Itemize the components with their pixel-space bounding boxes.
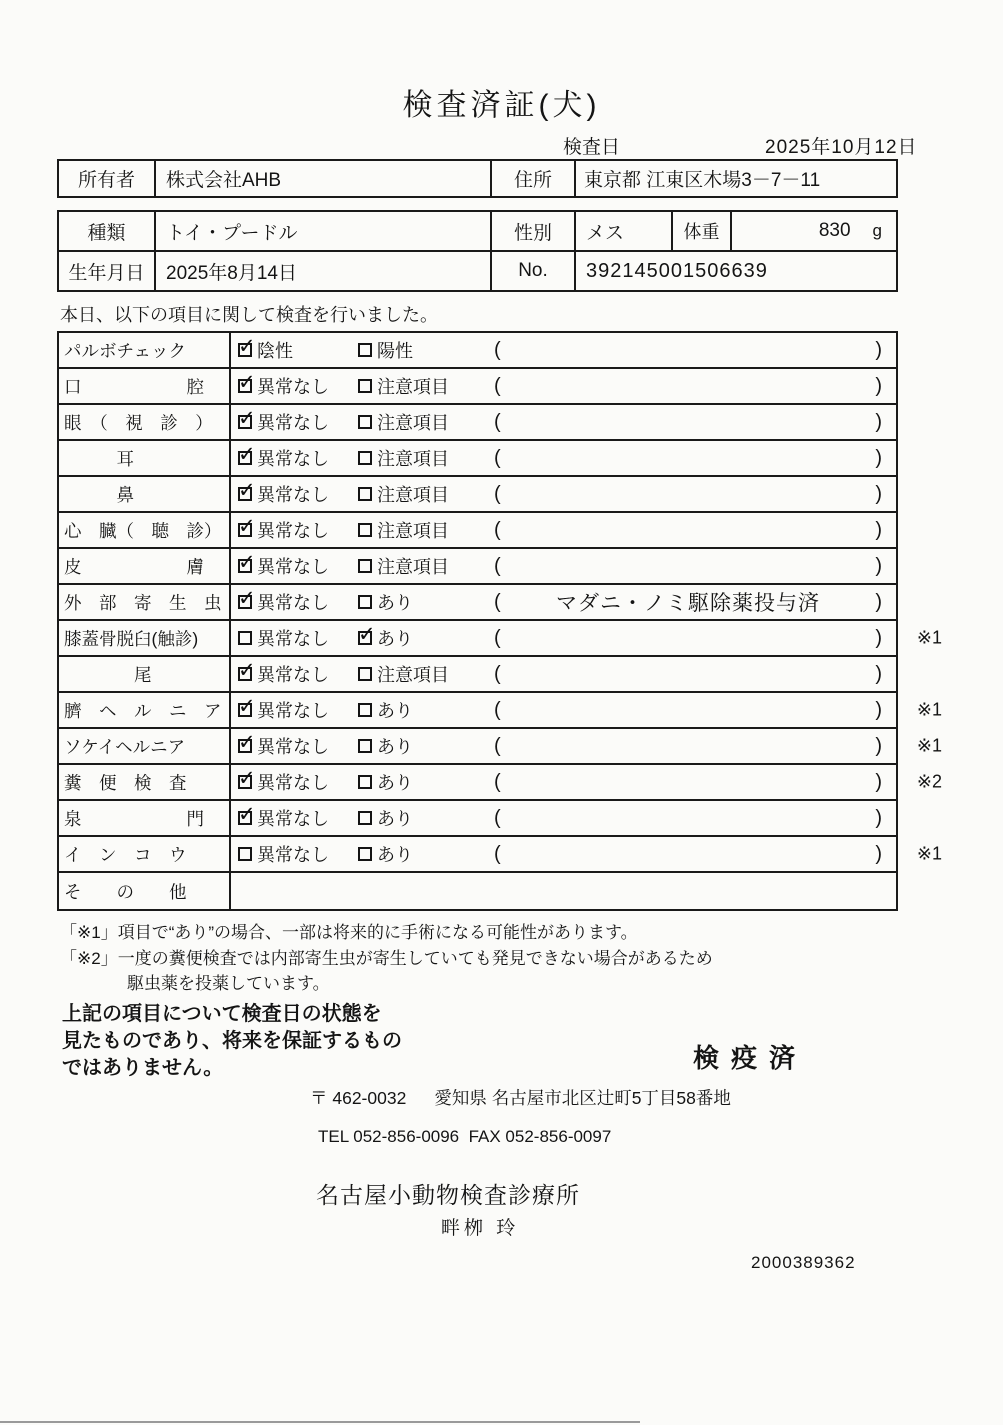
paren-close-text: ) — [875, 662, 882, 685]
sex-label: 性別 — [492, 212, 576, 250]
result-option-1-label: 異常なし — [257, 593, 329, 613]
sex-value: メス — [576, 212, 673, 250]
inspection-row — [59, 801, 896, 837]
paren-close-text: ) — [875, 410, 882, 433]
registration-no-value: 392145001506639 — [586, 259, 768, 282]
footnote-2-line-1: 「※2」一度の糞便検査では内部寄生虫が寄生していても発見できない場合があるため — [60, 949, 713, 968]
checkbox-icon — [238, 775, 252, 789]
checkbox-icon — [238, 847, 252, 861]
inspection-item-name: 膝蓋骨脱臼(触診) — [59, 621, 231, 655]
scan-artifact — [0, 1421, 640, 1423]
inspection-item-name: イ ン コ ウ — [59, 837, 231, 871]
result-option-2 — [358, 445, 494, 471]
inspection-item-name: 口 腔 — [59, 369, 231, 403]
inspection-row — [59, 513, 896, 549]
breed-label: 種類 — [59, 212, 156, 250]
result-option-1 — [231, 661, 358, 687]
result-option-1 — [231, 445, 358, 471]
inspection-item-result — [231, 369, 896, 403]
inspection-item-result — [231, 549, 896, 583]
checkbox-icon — [238, 811, 252, 825]
checkbox-icon — [238, 667, 252, 681]
result-option-2-label: 陽性 — [377, 341, 413, 361]
owner-value: 株式会社AHB — [156, 161, 492, 196]
checkbox-icon — [358, 343, 372, 357]
paren-close-text: ) — [875, 734, 882, 757]
paren-open-text: ( — [494, 662, 501, 685]
result-option-2-label: あり — [377, 701, 413, 721]
inspection-item-result — [231, 513, 896, 547]
intro-text: 本日、以下の項目に関して検査を行いました。 — [60, 305, 438, 325]
footnote-mark: ※1 — [916, 627, 942, 648]
paren-close-text: ) — [875, 482, 882, 505]
checkbox-icon — [358, 703, 372, 717]
checkbox-icon — [238, 523, 252, 537]
inspection-row — [59, 477, 896, 513]
result-option-2-label: 注意項目 — [377, 449, 449, 469]
paren-close-text: ) — [875, 518, 882, 541]
result-option-2-label: 注意項目 — [377, 665, 449, 685]
registration-no-label: No. — [492, 252, 576, 290]
result-option-2 — [358, 841, 494, 867]
disclaimer — [62, 1001, 402, 1082]
inspection-item-result — [231, 657, 896, 691]
result-option-1 — [231, 589, 358, 615]
result-option-2-label: あり — [377, 773, 413, 793]
inspection-row — [59, 369, 896, 405]
pet-table-row-1 — [59, 212, 896, 252]
footnote-mark: ※1 — [916, 735, 942, 756]
result-option-1 — [231, 841, 358, 867]
pet-table-row-2 — [59, 252, 896, 290]
inspection-item-result — [231, 729, 942, 763]
checkbox-icon — [358, 415, 372, 429]
result-option-2 — [358, 373, 494, 399]
paren-close-text: ) — [875, 806, 882, 829]
result-option-2 — [358, 805, 494, 831]
inspection-item-name: ソケイヘルニア — [59, 729, 231, 763]
result-option-1-label: 異常なし — [257, 521, 329, 541]
inspection-item-name: 臍 ヘ ル ニ ア — [59, 693, 231, 727]
result-option-1 — [231, 409, 358, 435]
result-option-2-label: あり — [377, 845, 413, 865]
disclaimer-line-1: 上記の項目について検査日の状態を — [62, 1003, 382, 1025]
postal-code: 〒 462-0032 — [310, 1088, 407, 1108]
inspection-row — [59, 405, 896, 441]
result-option-1-label: 異常なし — [257, 737, 329, 757]
weight-unit: g — [872, 221, 882, 240]
result-option-2-label: 注意項目 — [377, 521, 449, 541]
checkbox-icon — [238, 595, 252, 609]
paren-open-text: ( — [494, 446, 501, 469]
checkbox-icon — [238, 343, 252, 357]
result-option-1 — [231, 373, 358, 399]
veterinarian-name: 畔栁 玲 — [441, 1218, 520, 1239]
result-option-2 — [358, 517, 494, 543]
paren-open-text: ( — [494, 338, 501, 361]
checkbox-icon — [358, 559, 372, 573]
checkbox-icon — [358, 775, 372, 789]
checkbox-icon — [358, 739, 372, 753]
inspection-item-result — [231, 765, 942, 799]
result-option-1-label: 異常なし — [257, 485, 329, 505]
result-option-1-label: 異常なし — [257, 845, 329, 865]
inspection-row — [59, 657, 896, 693]
result-option-2 — [358, 625, 494, 651]
result-option-1-label: 異常なし — [257, 701, 329, 721]
clinic-address: 愛知県 名古屋市北区辻町5丁目58番地 — [434, 1088, 731, 1108]
serial-number: 2000389362 — [751, 1253, 856, 1272]
checkbox-icon — [238, 739, 252, 753]
paren-close-text: ) — [875, 554, 882, 577]
footnote-mark: ※1 — [916, 699, 942, 720]
inspection-row — [59, 549, 896, 585]
checkbox-icon — [358, 523, 372, 537]
inspection-item-name: 糞 便 検 査 — [59, 765, 231, 799]
paren-open-text: ( — [494, 374, 501, 397]
result-option-2 — [358, 409, 494, 435]
result-option-1-label: 異常なし — [257, 629, 329, 649]
inspection-item-result — [231, 477, 896, 511]
result-option-1 — [231, 337, 358, 363]
paren-close-text: ) — [875, 842, 882, 865]
clinic-address-line — [310, 1085, 731, 1110]
result-option-1 — [231, 769, 358, 795]
paren-close-text: ) — [875, 338, 882, 361]
inspection-item-name: 耳 — [59, 441, 231, 475]
footnote-mark: ※2 — [916, 771, 942, 792]
inspection-item-result — [231, 405, 896, 439]
paren-open-text: ( — [494, 410, 501, 433]
inspection-table — [57, 331, 942, 911]
result-option-1 — [231, 733, 358, 759]
inspection-item-name: パルボチェック — [59, 333, 231, 367]
inspection-item-name: そ の 他 — [59, 873, 231, 909]
checkbox-icon — [238, 559, 252, 573]
footnote-1: 「※1」項目で“あり”の場合、一部は将来的に手術になる可能性があります。 — [60, 923, 638, 942]
result-option-1-label: 異常なし — [257, 377, 329, 397]
pet-table — [57, 210, 898, 292]
result-option-2-label: 注意項目 — [377, 413, 449, 433]
checkbox-icon — [358, 595, 372, 609]
result-option-1 — [231, 697, 358, 723]
birthdate-label: 生年月日 — [59, 252, 156, 290]
result-option-1 — [231, 625, 358, 651]
result-option-1 — [231, 805, 358, 831]
result-option-2 — [358, 661, 494, 687]
checkbox-icon — [358, 847, 372, 861]
owner-table — [57, 159, 898, 198]
weight-cell — [732, 212, 896, 250]
checkbox-icon — [238, 415, 252, 429]
result-option-1-label: 異常なし — [257, 557, 329, 577]
result-option-2 — [358, 697, 494, 723]
inspection-row — [59, 585, 896, 621]
result-option-2-label: あり — [377, 809, 413, 829]
inspection-row — [59, 765, 942, 801]
page-title: 検査済証(犬) — [402, 89, 601, 122]
result-option-2-label: 注意項目 — [377, 377, 449, 397]
inspection-item-result — [231, 873, 896, 909]
result-option-2 — [358, 589, 494, 615]
footnote-mark: ※1 — [916, 843, 942, 864]
birthdate-value: 2025年8月14日 — [156, 252, 492, 290]
paren-open-text: ( — [494, 770, 501, 793]
inspection-item-result — [231, 585, 896, 619]
result-option-1 — [231, 517, 358, 543]
clinic-name: 名古屋小動物検査診療所 — [316, 1182, 580, 1208]
footnote-2-line-2: 駆虫薬を投薬しています。 — [127, 974, 330, 993]
result-option-1-label: 異常なし — [257, 773, 329, 793]
checkbox-icon — [238, 703, 252, 717]
inspection-item-name: 皮 膚 — [59, 549, 231, 583]
inspection-item-name: 泉 門 — [59, 801, 231, 835]
result-option-1-label: 異常なし — [257, 665, 329, 685]
inspection-item-result — [231, 693, 942, 727]
checkbox-icon — [358, 667, 372, 681]
inspection-row — [59, 621, 942, 657]
result-option-2-label: 注意項目 — [377, 557, 449, 577]
inspection-item-result — [231, 621, 942, 655]
result-option-2-label: あり — [377, 737, 413, 757]
weight-value: 830 — [818, 220, 851, 241]
inspection-item-name: 眼 （ 視 診 ） — [59, 405, 231, 439]
result-option-2 — [358, 769, 494, 795]
breed-value: トイ・プードル — [156, 212, 492, 250]
inspection-item-name: 外 部 寄 生 虫 — [59, 585, 231, 619]
tel-fax-line: TEL 052-856-0096 FAX 052-856-0097 — [318, 1127, 612, 1146]
inspection-row — [59, 837, 942, 873]
checkbox-icon — [238, 451, 252, 465]
result-option-1-label: 異常なし — [257, 809, 329, 829]
checkbox-icon — [358, 451, 372, 465]
result-option-1-label: 異常なし — [257, 449, 329, 469]
result-option-1-label: 陰性 — [257, 341, 293, 361]
inspection-row — [59, 693, 942, 729]
inspection-date-value: 2025年10月12日 — [765, 137, 918, 158]
result-option-1 — [231, 481, 358, 507]
paren-open-text: ( — [494, 554, 501, 577]
owner-label: 所有者 — [59, 161, 156, 196]
inspection-item-result — [231, 333, 896, 367]
result-option-2-label: あり — [377, 629, 413, 649]
disclaimer-line-2: 見たものであり、将来を保証するもの — [62, 1030, 402, 1052]
inspection-row — [59, 441, 896, 477]
inspection-item-name: 心 臓（ 聴 診） — [59, 513, 231, 547]
result-option-2 — [358, 481, 494, 507]
checkbox-icon — [358, 487, 372, 501]
inspection-item-result — [231, 837, 942, 871]
quarantine-stamp: 検疫済 — [693, 1043, 808, 1073]
checkbox-icon — [358, 379, 372, 393]
result-option-2 — [358, 553, 494, 579]
checkbox-icon — [358, 811, 372, 825]
paren-open-text: ( — [494, 482, 501, 505]
paren-close-text: ) — [875, 626, 882, 649]
paren-open-text: ( — [494, 734, 501, 757]
inspection-row — [59, 333, 896, 369]
checkbox-icon — [238, 631, 252, 645]
inspection-note: マダニ・ノミ駆除薬投与済 — [556, 592, 820, 615]
disclaimer-line-3: ではありません。 — [62, 1057, 224, 1079]
inspection-item-name: 尾 — [59, 657, 231, 691]
paren-close-text: ) — [875, 590, 882, 613]
checkbox-icon — [238, 379, 252, 393]
paren-open-text: ( — [494, 806, 501, 829]
weight-label: 体重 — [673, 212, 732, 250]
inspection-item-result — [231, 801, 896, 835]
checkbox-icon — [358, 631, 372, 645]
inspection-row — [59, 873, 896, 909]
result-option-2 — [358, 337, 494, 363]
paren-open-text: ( — [494, 518, 501, 541]
paren-open-text: ( — [494, 842, 501, 865]
address-value: 東京都 江東区木場3－7－11 — [584, 170, 821, 191]
inspection-item-name: 鼻 — [59, 477, 231, 511]
result-option-2 — [358, 733, 494, 759]
paren-open-text: ( — [494, 698, 501, 721]
inspection-row — [59, 729, 942, 765]
inspection-item-result — [231, 441, 896, 475]
paren-close-text: ) — [875, 770, 882, 793]
checkbox-icon — [238, 487, 252, 501]
address-label: 住所 — [492, 161, 576, 196]
result-option-1-label: 異常なし — [257, 413, 329, 433]
paren-close-text: ) — [875, 374, 882, 397]
result-option-2-label: 注意項目 — [377, 485, 449, 505]
result-option-2-label: あり — [377, 593, 413, 613]
paren-close-text: ) — [875, 698, 882, 721]
inspection-date-label: 検査日 — [563, 137, 621, 158]
result-option-1 — [231, 553, 358, 579]
paren-open-text: ( — [494, 626, 501, 649]
paren-open-text: ( — [494, 590, 501, 613]
paren-close-text: ) — [875, 446, 882, 469]
